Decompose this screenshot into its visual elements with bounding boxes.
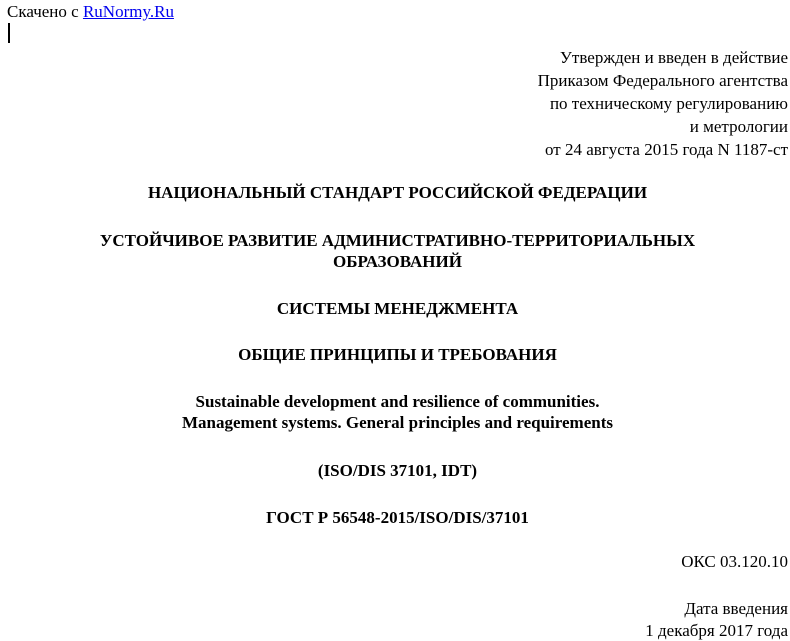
text-cursor — [8, 23, 10, 43]
document-title-line2: ОБРАЗОВАНИЙ — [333, 252, 462, 271]
intro-date-value: 1 декабря 2017 года — [645, 621, 788, 640]
subtitle-principles: ОБЩИЕ ПРИНЦИПЫ И ТРЕБОВАНИЯ — [238, 345, 557, 364]
english-title-line1: Sustainable development and resilience of communities. — [195, 392, 600, 411]
subtitle-management-systems: СИСТЕМЫ МЕНЕДЖМЕНТА — [276, 299, 519, 318]
iso-reference: (ISO/DIS 37101, IDT) — [317, 461, 478, 480]
intro-date-label: Дата введения — [684, 599, 788, 618]
gost-code: ГОСТ Р 56548-2015/ISO/DIS/37101 — [266, 508, 529, 527]
english-title-line2: Management systems. General principles and requirements — [182, 413, 613, 432]
document-title-line1: УСТОЙЧИВОЕ РАЗВИТИЕ АДМИНИСТРАТИВНО-ТЕРРИТОРИАЛЬНЫХ — [99, 231, 696, 250]
source-line — [7, 2, 174, 21]
source-prefix: Скачено с — [7, 2, 79, 21]
approval-line: по техническому регулированию — [549, 94, 788, 113]
approval-line: Утвержден и введен в действие — [559, 48, 788, 67]
document-title — [0, 230, 790, 272]
approval-block — [538, 46, 788, 161]
english-title — [0, 391, 790, 433]
approval-line: и метрологии — [689, 117, 788, 136]
standard-type-heading: НАЦИОНАЛЬНЫЙ СТАНДАРТ РОССИЙСКОЙ ФЕДЕРАЦИИ — [147, 183, 648, 202]
approval-line: Приказом Федерального агентства — [537, 71, 788, 90]
runormy-link[interactable]: RuNormy.Ru — [82, 2, 174, 21]
approval-line: от 24 августа 2015 года N 1187-ст — [544, 140, 788, 159]
oks-code: ОКС 03.120.10 — [681, 552, 788, 571]
